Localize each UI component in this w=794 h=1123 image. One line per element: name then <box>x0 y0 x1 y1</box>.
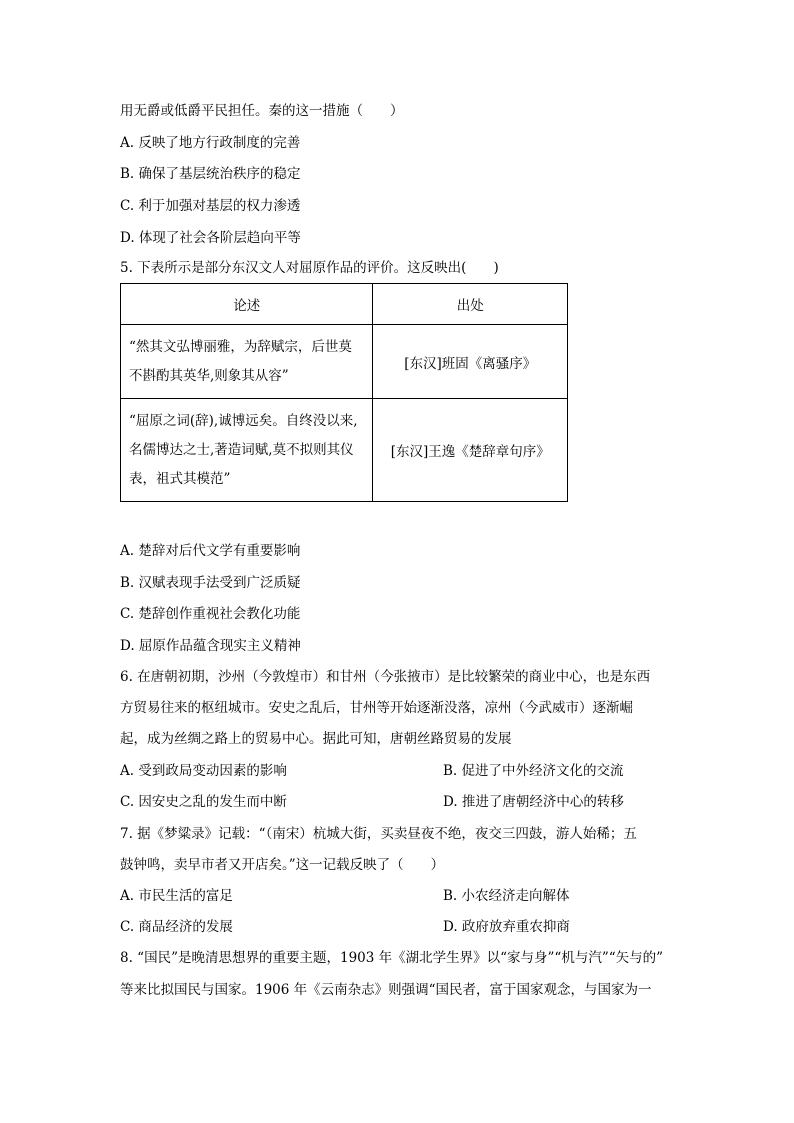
q4-option-b: B. 确保了基层统治秩序的稳定 <box>120 166 301 182</box>
intro-line: 用无爵或低爵平民担任。秦的这一措施（ ） <box>120 103 404 119</box>
table-row <box>121 325 568 399</box>
table-header-row <box>121 284 568 325</box>
statement-cell <box>121 325 373 399</box>
q4-option-a: A. 反映了地方行政制度的完善 <box>120 135 301 151</box>
q6-stem-line: 6. 在唐朝初期，沙州（今敦煌市）和甘州（今张掖市）是比较繁荣的商业中心，也是东西 <box>120 669 651 685</box>
statement-line: 表，祖式其模范” <box>129 470 231 487</box>
statement-line: “然其文弘博丽雅，为辞赋宗，后世莫 <box>129 338 352 355</box>
q6-option-b: B. 促进了中外经济文化的交流 <box>443 763 624 779</box>
evaluation-table <box>120 283 568 502</box>
q5-option-a: A. 楚辞对后代文学有重要影响 <box>120 543 301 559</box>
statement-cell <box>121 399 373 502</box>
q6-stem-line: 方贸易往来的枢纽城市。安史之乱后，甘州等开始逐渐没落，凉州（今武威市）逐渐崛 <box>120 700 633 716</box>
q4-option-d: D. 体现了社会各阶层趋向平等 <box>120 230 301 246</box>
q8-stem-line: 8. “国民”是晚清思想界的重要主题，1903 年《湖北学生界》以“家与身”“机与汽”“矢与的” <box>120 950 664 966</box>
table-row <box>121 399 568 502</box>
statement-line: 不斟酌其英华,则象其从容” <box>129 367 289 384</box>
q6-option-c: C. 因安史之乱的发生而中断 <box>120 794 287 810</box>
q7-stem-line: 鼓钟鸣，卖早市者又开店矣。”这一记载反映了（ ） <box>120 857 445 873</box>
q5-option-b: B. 汉赋表现手法受到广泛质疑 <box>120 575 301 591</box>
statement-line: 名儒博达之士,著造词赋,莫不拟则其仪 <box>129 441 354 458</box>
q7-option-b: B. 小农经济走向解体 <box>443 888 570 904</box>
q7-option-a: A. 市民生活的富足 <box>120 888 233 904</box>
q8-stem-line: 等来比拟国民与国家。1906 年《云南杂志》则强调“国民者，富于国家观念，与国家为一 <box>120 982 652 998</box>
q6-option-a: A. 受到政局变动因素的影响 <box>120 763 287 779</box>
q5-option-d: D. 屈原作品蕴含现实主义精神 <box>120 638 301 654</box>
header-statement: 论述 <box>121 284 373 325</box>
source-cell: [东汉]王逸《楚辞章句序》 <box>373 399 568 502</box>
q6-option-d: D. 推进了唐朝经济中心的转移 <box>443 794 624 810</box>
q7-option-c: C. 商品经济的发展 <box>120 919 233 935</box>
statement-line: “屈原之词(辞),诚博远矣。自终没以来, <box>129 412 358 429</box>
q4-option-c: C. 利于加强对基层的权力渗透 <box>120 198 301 214</box>
q5-option-c: C. 楚辞创作重视社会教化功能 <box>120 606 301 622</box>
source-cell: [东汉]班固《离骚序》 <box>373 325 568 399</box>
q5-stem: 5. 下表所示是部分东汉文人对屈原作品的评价。这反映出( ) <box>120 260 499 276</box>
header-source: 出处 <box>373 284 568 325</box>
q7-stem-line: 7. 据《梦粱录》记载：“（南宋）杭城大街，买卖昼夜不绝，夜交三四鼓，游人始稀；五 <box>120 826 637 842</box>
q6-stem-line: 起，成为丝绸之路上的贸易中心。据此可知，唐朝丝路贸易的发展 <box>120 731 512 747</box>
q7-option-d: D. 政府放弃重农抑商 <box>443 919 570 935</box>
